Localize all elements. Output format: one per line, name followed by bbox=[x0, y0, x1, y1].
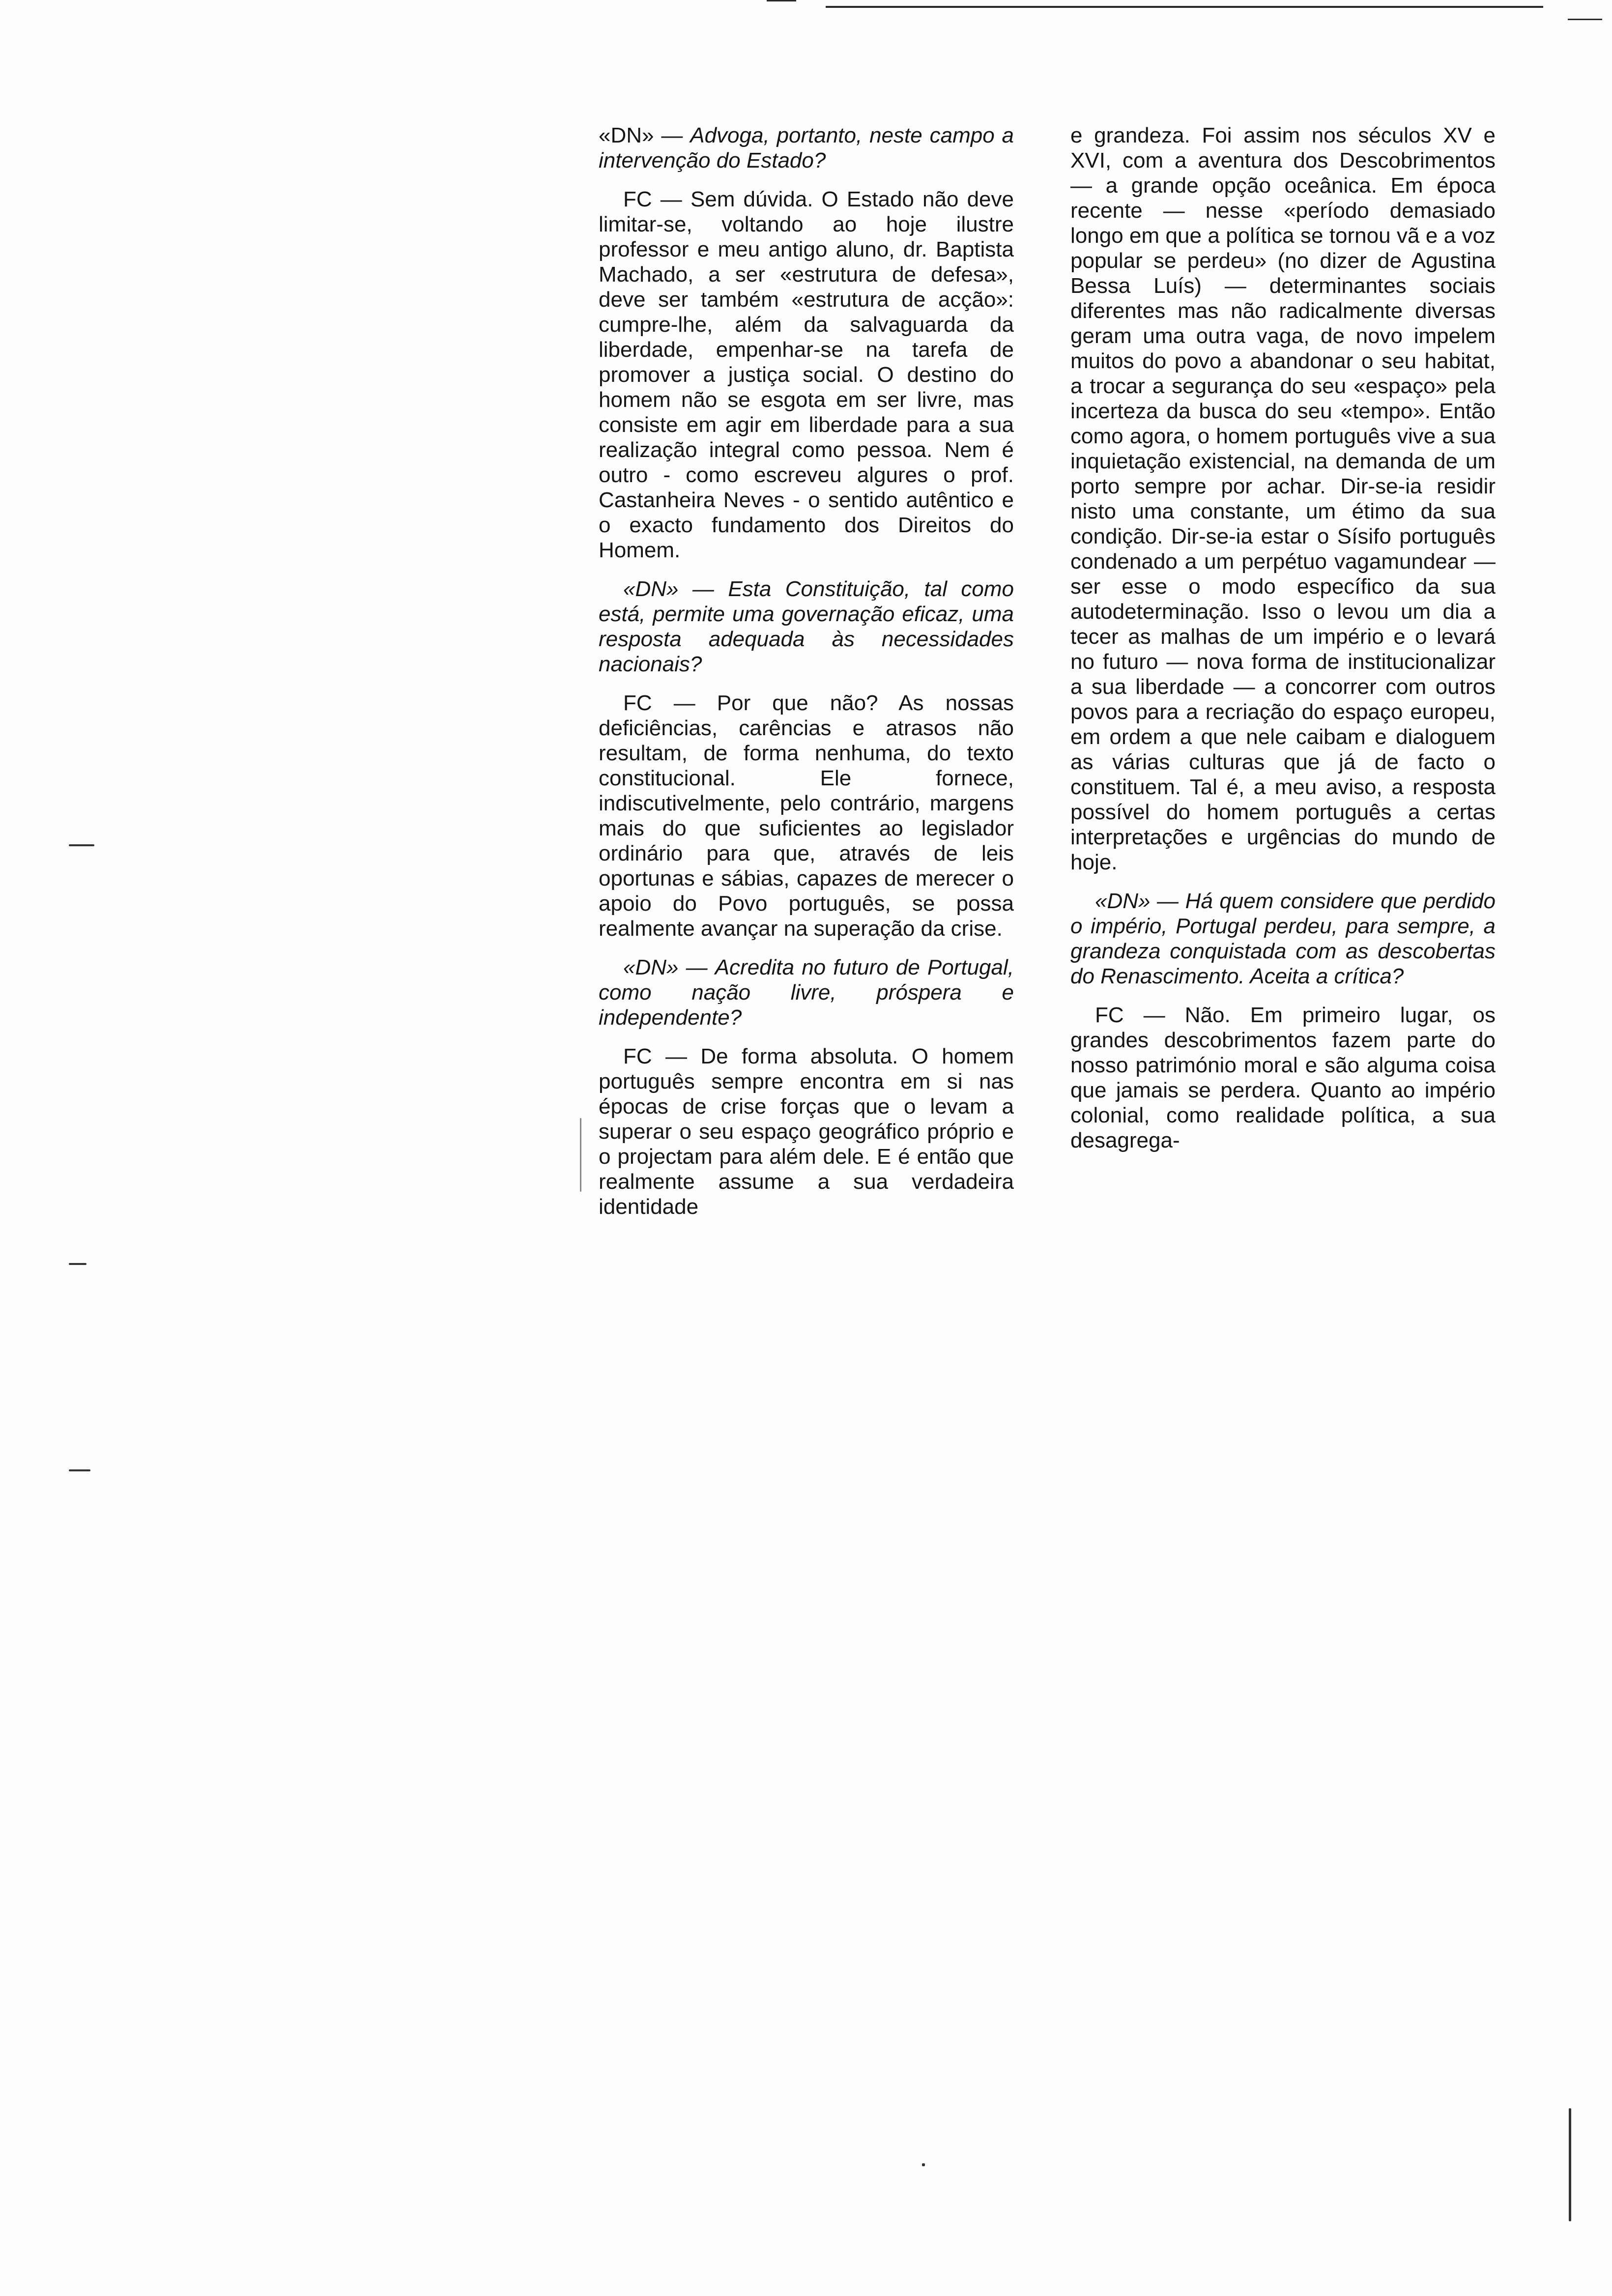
scan-dots bbox=[580, 1118, 581, 1192]
scan-edge-dash-right bbox=[1568, 19, 1602, 20]
punch-mark bbox=[69, 844, 94, 846]
answer-paragraph bbox=[599, 1044, 1014, 1219]
speaker-tag: FC — bbox=[623, 691, 695, 715]
scan-edge-line bbox=[826, 6, 1543, 8]
question-paragraph bbox=[599, 576, 1014, 677]
answer-paragraph bbox=[599, 187, 1014, 563]
scan-speck bbox=[922, 2163, 925, 2166]
question-paragraph bbox=[1070, 889, 1496, 989]
continuation-text: e grandeza. Foi assim nos séculos XV e XVI, com a aventura dos Descobrimentos — a grande opção oceânica. Em época recente — nesse «período demasiado longo em que a política se tornou vã e a voz popular se perdeu» (no dizer de Agustina Bessa Luís) — determinantes sociais diferentes mas não radicalmente diversas geram uma outra vaga, de novo impelem muitos do povo a abandonar o seu habitat, a trocar a segurança do seu «espaço» pela incerteza da busca do seu «tempo». Então como agora, o homem português vive a sua inquietação existencial, na demanda de um porto sempre por achar. Dir-se-ia residir nisto uma constante, um étimo da sua condição. Dir-se-ia estar o Sísifo português condenado a um perpétuo vagamundear — ser esse o modo específico da sua autodeterminação. Isso o levou um dia a tecer as malhas de um império e o levará no futuro — nova forma de institucionalizar a sua liberdade — a concorrer com outros povos para a recriação do espaço europeu, em ordem a que nele caibam e dialoguem as várias culturas que já de facto o constituem. Tal é, a meu aviso, a resposta possível do homem português a certas interpretações e urgências do mundo de hoje. bbox=[1070, 123, 1496, 874]
continuation-paragraph bbox=[1070, 123, 1496, 875]
answer-paragraph bbox=[1070, 1003, 1496, 1153]
answer-text: Não. Em primeiro lugar, os grandes descobrimentos fazem parte do nosso património moral e são alguma coisa que jamais se perdera. Quanto ao império colonial, como realidade política, a sua desagrega- bbox=[1070, 1003, 1496, 1152]
scan-edge-dash bbox=[767, 0, 796, 1]
article-column-left bbox=[599, 123, 1014, 1233]
answer-text: De forma absoluta. O homem português sempre encontra em si nas épocas de crise forças que o levam a superar o seu espaço geográfico próprio e o projectam para além dele. E é então que realmente assume a sua verdadeira identidade bbox=[599, 1044, 1014, 1219]
speaker-tag: FC — bbox=[623, 1044, 687, 1068]
punch-mark bbox=[69, 1469, 90, 1471]
answer-text: Por que não? As nossas deficiências, carências e atrasos não resultam, de forma nenhuma, do texto constitucional. Ele fornece, indiscutivelmente, pelo contrário, margens mais do que suficientes ao legislador ordinário para que, através de leis oportunas e sábias, capazes de merecer o apoio do Povo português, se possa realmente avançar na superação da crise. bbox=[599, 691, 1014, 941]
speaker-tag: «DN» — bbox=[1095, 889, 1179, 913]
scan-edge-line-vertical bbox=[1569, 2108, 1571, 2221]
question-text: Acredita no futuro de Portugal, como nação livre, próspera e independente? bbox=[599, 955, 1014, 1030]
question-text: Há quem considere que perdido o império, Portugal perdeu, para sempre, a grandeza conquistada com as descobertas do Renascimento. Aceita a crítica? bbox=[1070, 889, 1496, 988]
question-text: Esta Constituição, tal como está, permite uma governação eficaz, uma resposta adequada às necessidades nacionais? bbox=[599, 577, 1014, 676]
question-text: Advoga, portanto, neste campo a intervenção do Estado? bbox=[599, 123, 1014, 172]
answer-text: Sem dúvida. O Estado não deve limitar-se, voltando ao hoje ilustre professor e meu antigo aluno, dr. Baptista Machado, a ser «estrutura de defesa», deve ser também «estrutura de acção»: cumpre-lhe, além da salvaguarda da liberdade, empenhar-se na tarefa de promover a justiça social. O destino do homem não se esgota em ser livre, mas consiste em agir em liberdade para a sua realização integral como pessoa. Nem é outro - como escreveu algures o prof. Castanheira Neves - o sentido autêntico e o exacto fundamento dos Direitos do Homem. bbox=[599, 187, 1014, 562]
punch-mark bbox=[69, 1263, 86, 1265]
question-paragraph bbox=[599, 123, 1014, 173]
speaker-tag: «DN» — bbox=[599, 123, 683, 147]
speaker-tag: FC — bbox=[623, 187, 682, 211]
question-paragraph bbox=[599, 955, 1014, 1030]
answer-paragraph bbox=[599, 690, 1014, 941]
speaker-tag: «DN» — bbox=[623, 955, 708, 979]
speaker-tag: «DN» — bbox=[623, 577, 714, 601]
speaker-tag: FC — bbox=[1095, 1003, 1165, 1027]
article-column-right bbox=[1070, 123, 1496, 1167]
